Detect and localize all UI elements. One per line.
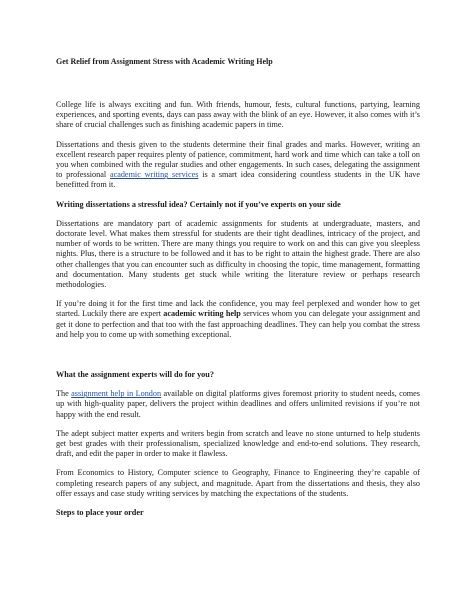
academic-writing-help-bold: academic writing help xyxy=(163,309,241,319)
paragraph-assignment-help-text-start: The xyxy=(56,389,72,399)
paragraph-first-time xyxy=(56,299,420,340)
paragraph-intro: College life is always exciting and fun. With friends, humour, fests, cultural functions, partying, learning experiences, and sporting events, days can pass away with the blink of an eye. However, it also comes with it’s share of crucial challenges such as finishing academic papers in time. xyxy=(56,100,420,130)
heading-stressful-idea: Writing dissertations a stressful idea? Certainly not if you’ve experts on your side xyxy=(56,199,341,209)
paragraph-first-time-text-end: services whom you can delegate your assignment and get it done to perfection and that too with the fast approaching deadlines. They can help you combat the stress and help you to come up with something exceptional. xyxy=(56,309,420,339)
paragraph-assignment-help xyxy=(56,389,420,420)
paragraph-adept-experts: The adept subject matter experts and writers begin from scratch and leave no stone unturned to help students get best grades with their professionalism, specialized knowledge and end-to-end solutions. They research, draft, and edit the paper in order to make it flawless. xyxy=(56,428,420,459)
paragraph-assignment-help-text-end: available on digital platforms gives foremost priority to student needs, comes up with high-quality paper, delivers the project within deadlines and offers unlimited revisions if you’re not happy with the end result. xyxy=(56,389,420,419)
heading-experts-will-do: What the assignment experts will do for you? xyxy=(56,370,214,380)
academic-writing-services-link[interactable]: academic writing services xyxy=(109,170,199,180)
paragraph-dissertations-text-start: Dissertations and thesis given to the students determine their final grades and marks. However, writing an excellent research paper requires plenty of patience, commitment, hard work and time which can take a toll on you when combined with the regular studies and other engagements. In such cases, delegating the assignment to professional xyxy=(56,139,420,180)
paragraph-dissertations xyxy=(56,140,420,191)
document-body xyxy=(56,57,420,518)
paragraph-first-time-text-start: If you’re doing it for the first time and lack the confidence, you may feel perplexed and wonder how to get started. Luckily there are expert xyxy=(56,299,420,319)
paragraph-economics-history: From Economics to History, Computer science to Geography, Finance to Engineering they’re capable of completing research papers of any subject, and magnitude. Apart from the dissertations and thesis, they also offer essays and case study writing services by matching the expectations of the students. xyxy=(56,468,420,498)
document-title: Get Relief from Assignment Stress with Academic Writing Help xyxy=(56,57,273,66)
paragraph-mandatory: Dissertations are mandatory part of academic assignments for students at undergraduate, masters, and doctorate level. What makes them stressful for students are their tight deadlines, intricacy of the project, and number of words to be written. There are many things you require to work on and this can give you sleepless nights. Plus, there is a structure to be followed and it has to be right to attain the highest grade. There are also other challenges that you can encounter such as difficulty in choosing the topic, time management, formatting and documentation. Many students get stuck while writing the literature review or perhaps research methodologies. xyxy=(56,218,420,290)
assignment-help-london-link[interactable]: assignment help in London xyxy=(71,389,162,399)
paragraph-dissertations-text-end: is a smart idea considering countless students in the UK have benefitted from it. xyxy=(56,170,420,190)
heading-steps-order: Steps to place your order xyxy=(56,508,144,518)
